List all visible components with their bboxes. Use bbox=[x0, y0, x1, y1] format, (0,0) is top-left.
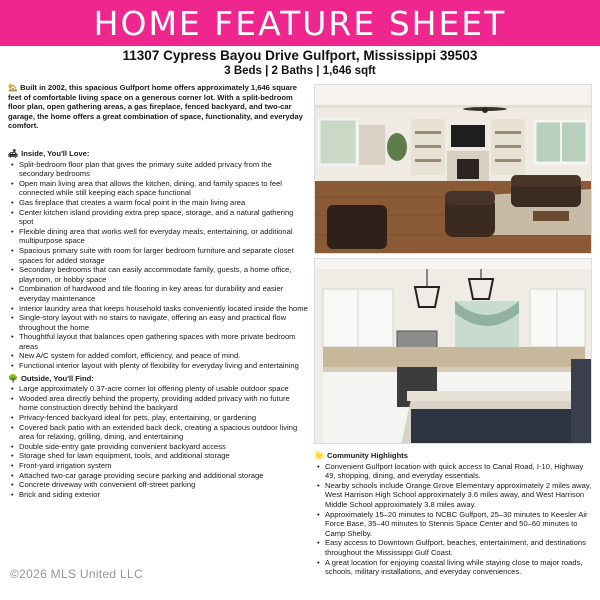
inside-list bbox=[8, 160, 308, 371]
list-item: • Attached two-car garage providing secure parking and additional storage bbox=[8, 471, 308, 481]
living-room-photo bbox=[314, 84, 592, 254]
page-title: HOME FEATURE SHEET bbox=[93, 3, 507, 43]
list-item: • Covered back patio with an extended back deck, creating a spacious outdoor living area for relaxing, grilling, dining, and entertaining bbox=[8, 423, 308, 442]
star-emoji-icon: 🌟 bbox=[314, 451, 324, 461]
community-list bbox=[314, 462, 594, 577]
couch-emoji-icon: 🛋 bbox=[8, 149, 19, 159]
list-item: • Open main living area that allows the kitchen, dining, and family spaces to feel connected while still keeping each space functional bbox=[8, 179, 308, 198]
community-title: Community Highlights bbox=[326, 451, 408, 460]
inside-section bbox=[8, 149, 308, 371]
inside-heading bbox=[8, 149, 308, 159]
outside-title: Outside, You'll Find: bbox=[20, 373, 94, 383]
list-item: • Large approximately 0.37-acre corner lot offering plenty of usable outdoor space bbox=[8, 384, 308, 394]
left-column bbox=[8, 149, 308, 499]
header-banner bbox=[0, 0, 600, 46]
list-item: • Gas fireplace that creates a warm focal point in the main living area bbox=[8, 198, 308, 208]
living-room-illustration bbox=[315, 85, 592, 254]
list-item: • Concrete driveway with convenient off-street parking bbox=[8, 480, 308, 490]
list-item: • Single-story layout with no stairs to navigate, offering an easy and practical flow throughout the home bbox=[8, 313, 308, 332]
house-emoji-icon: 🏡 bbox=[8, 83, 18, 92]
community-heading bbox=[314, 451, 594, 461]
list-item: • Wooded area directly behind the property, providing added privacy with no future home construction directly behind the backyard bbox=[8, 394, 308, 413]
list-item: • Split-bedroom floor plan that gives the primary suite added privacy from the secondary bedrooms bbox=[8, 160, 308, 179]
list-item: • Thoughtful layout that balances open gathering spaces with more private bedroom areas bbox=[8, 332, 308, 351]
community-section bbox=[314, 451, 594, 577]
list-item: • Spacious primary suite with room for larger bedroom furniture and separate closet spaces for added storage bbox=[8, 246, 308, 265]
list-item: • Center kitchen island providing extra prep space, storage, and a natural gathering spot bbox=[8, 208, 308, 227]
list-item: • Combination of hardwood and tile flooring in key areas for durability and easier everyday maintenance bbox=[8, 284, 308, 303]
list-item: • Double side-entry gate providing convenient backyard access bbox=[8, 442, 308, 452]
list-item: • Secondary bedrooms that can easily accommodate family, guests, a home office, playroom, or hobby space bbox=[8, 265, 308, 284]
intro-paragraph bbox=[8, 83, 308, 131]
list-item: • Flexible dining area that works well for everyday meals, entertaining, or additional multipurpose space bbox=[8, 227, 308, 246]
kitchen-photo bbox=[314, 258, 592, 444]
list-item: • Convenient Gulfport location with quick access to Canal Road, I-10, Highway 49, shopping, dining, and everyday essentials. bbox=[314, 462, 594, 481]
tree-emoji-icon: 🌳 bbox=[8, 373, 18, 383]
list-item: • A great location for enjoying coastal living while staying close to major roads, schools, military installations, and everyday conveniences. bbox=[314, 558, 594, 577]
list-item: • Privacy-fenced backyard ideal for pets, play, entertaining, or gardening bbox=[8, 413, 308, 423]
property-address: 11307 Cypress Bayou Drive Gulfport, Mississippi 39503 bbox=[122, 48, 478, 63]
list-item: • Interior laundry area that keeps household tasks conveniently located inside the home bbox=[8, 304, 308, 314]
mls-watermark: ©2026 MLS United LLC bbox=[10, 567, 143, 581]
list-item: • New A/C system for added comfort, efficiency, and peace of mind. bbox=[8, 351, 308, 361]
list-item: • Easy access to Downtown Gulfport, beaches, entertainment, and destinations throughout the Mississippi Gulf Coast. bbox=[314, 538, 594, 557]
outside-heading bbox=[8, 374, 308, 384]
inside-title: Inside, You'll Love: bbox=[21, 149, 90, 158]
outside-section bbox=[8, 374, 308, 500]
list-item: • Approximately 15–20 minutes to NCBC Gulfport, 25–30 minutes to Keesler Air Force Base, 35–40 minutes to Stennis Space Center and 50–60 minutes to Camp Shelby. bbox=[314, 510, 594, 539]
list-item: • Functional interior layout with plenty of flexibility for everyday living and entertaining bbox=[8, 361, 308, 371]
list-item: • Nearby schools include Orange Grove Elementary approximately 2 miles away, West Harrison High School approximately 3.6 miles away, and West Harrison Middle School approximately 3.8 miles away. bbox=[314, 481, 594, 510]
property-specs: 3 Beds | 2 Baths | 1,646 sqft bbox=[224, 65, 376, 77]
list-item: • Front-yard irrigation system bbox=[8, 461, 308, 471]
kitchen-illustration bbox=[315, 259, 592, 444]
outside-list bbox=[8, 384, 308, 499]
list-item: • Brick and siding exterior bbox=[8, 490, 308, 500]
list-item: • Storage shed for lawn equipment, tools, and additional storage bbox=[8, 451, 308, 461]
intro-text: Built in 2002, this spacious Gulfport home offers approximately 1,646 square feet of comfortable living space on a generous corner lot. With a split-bedroom floor plan, open gathering areas, a gas fireplace, fenced backyard, and two-car garage, the home offers a great combination of space, functionality, and everyday comfort. bbox=[8, 83, 303, 131]
